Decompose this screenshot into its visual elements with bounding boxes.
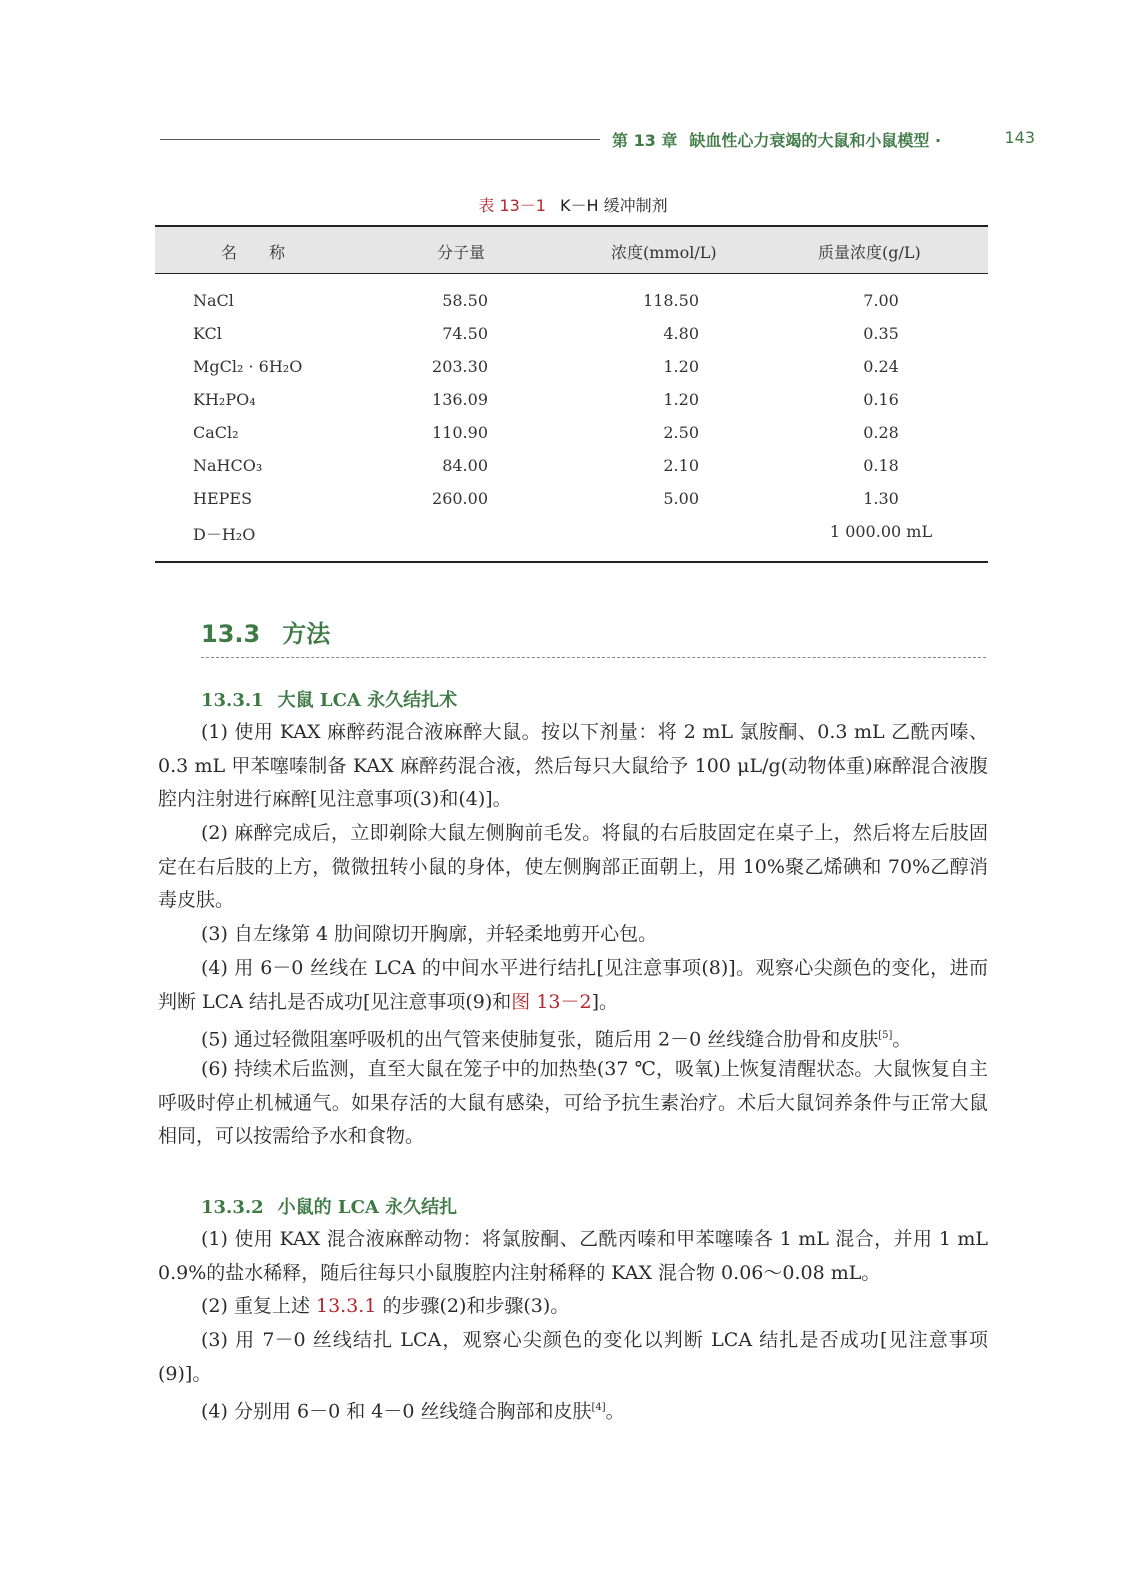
- cell-mw: 84.00: [442, 456, 488, 475]
- cell-mw: 58.50: [442, 291, 488, 310]
- cell-name: KCl: [193, 324, 222, 343]
- header-concentration: 浓度(mmol/L): [611, 243, 717, 262]
- paragraph-text: 的步骤(2)和步骤(3)。: [376, 1295, 570, 1317]
- paragraph: (3) 用 7－0 丝线结扎 LCA，观察心尖颜色的变化以判断 LCA 结扎是否成功[见注意事项(9)]。: [158, 1329, 988, 1385]
- table-bottom-rule: [155, 561, 988, 563]
- cell-mw: 110.90: [432, 423, 488, 442]
- buffer-table: [155, 225, 988, 563]
- paragraph: [158, 952, 988, 1019]
- cell-mass: 0.18: [863, 456, 899, 475]
- cell-name: HEPES: [193, 489, 253, 508]
- cell-mass: 0.16: [863, 390, 899, 409]
- paragraph-text: (5) 通过轻微阻塞呼吸机的出气管来使肺复张，随后用 2－0 丝线缝合肋骨和皮肤: [201, 1028, 879, 1051]
- table-header: [155, 227, 988, 273]
- subsection-number: 13.3.2: [201, 1197, 264, 1218]
- subsection-heading-mouse: [201, 1193, 457, 1219]
- cell-mass: 1.30: [863, 489, 899, 508]
- cell-name: NaHCO₃: [193, 456, 263, 475]
- cell-conc: 1.20: [663, 390, 699, 409]
- header-name: 名 称: [221, 243, 286, 262]
- paragraph: (2) 麻醉完成后，立即剃除大鼠左侧胸前毛发。将鼠的右后肢固定在桌子上，然后将左后肢固定在右后肢的上方，微微扭转小鼠的身体，使左侧胸部正面朝上，用 10%聚乙烯碘和 70%乙醇消毒皮肤。: [158, 822, 988, 911]
- paragraph-text: (4) 分别用 6－0 和 4－0 丝线缝合胸部和皮肤: [201, 1400, 592, 1423]
- table-caption-number: 表 13－1: [478, 196, 546, 215]
- paragraph-text: (4) 用 6－0 丝线在 LCA 的中间水平进行结扎[见注意事项(8)]。观察心尖颜色的变化，进而判断 LCA 结扎是否成功[见注意事项(9)和: [158, 957, 988, 1013]
- paragraph-text: ]。: [591, 990, 619, 1013]
- cell-conc: 118.50: [643, 291, 699, 310]
- cell-conc: 5.00: [663, 489, 699, 508]
- table-caption-title: K－H 缓冲制剂: [560, 196, 668, 215]
- paragraph-text: 。: [605, 1400, 625, 1423]
- table-row: [155, 318, 988, 351]
- cell-mass: 0.28: [863, 423, 899, 442]
- subsection-heading-rat: [201, 686, 457, 712]
- paragraph: (3) 自左缘第 4 肋间隙切开胸廓，并轻柔地剪开心包。: [201, 923, 658, 945]
- table-row: [155, 450, 988, 483]
- page-number: 143: [1004, 128, 1035, 147]
- subsection-title: 小鼠的 LCA 永久结扎: [277, 1197, 458, 1218]
- cell-mw: 74.50: [442, 324, 488, 343]
- subsection-number: 13.3.1: [201, 690, 264, 711]
- table-row: [155, 417, 988, 450]
- table-caption: [0, 193, 1146, 216]
- page-header: [160, 128, 1035, 152]
- header-dot: ·: [935, 131, 942, 150]
- paragraph: (6) 持续术后监测，直至大鼠在笼子中的加热垫(37 ℃，吸氧)上恢复清醒状态。大鼠恢复自主呼吸时停止机械通气。如果存活的大鼠有感染，可给予抗生素治疗。术后大鼠饲养条件与正常大鼠相同，可以按需给予水和食物。: [158, 1058, 988, 1147]
- table-row: [155, 483, 988, 516]
- cell-name: MgCl₂ · 6H₂O: [193, 357, 303, 376]
- header-rule: [160, 139, 600, 140]
- paragraph-text: (2) 重复上述: [201, 1295, 316, 1317]
- section-reference-link[interactable]: 13.3.1: [316, 1295, 377, 1317]
- cell-conc: 2.50: [663, 423, 699, 442]
- cell-name: KH₂PO₄: [193, 390, 256, 409]
- paragraph: [158, 1019, 988, 1057]
- cell-name: NaCl: [193, 291, 234, 310]
- table-row: [155, 516, 988, 549]
- section-number: 13.3: [201, 620, 261, 648]
- cell-mass: 0.35: [863, 324, 899, 343]
- section-title: 方法: [282, 620, 331, 648]
- table-row: [155, 351, 988, 384]
- chapter-title: 缺血性心力衰竭的大鼠和小鼠模型: [689, 131, 930, 150]
- cell-conc: 1.20: [663, 357, 699, 376]
- table-body: [155, 274, 988, 561]
- cell-conc: 4.80: [663, 324, 699, 343]
- paragraph: (1) 使用 KAX 麻醉药混合液麻醉大鼠。按以下剂量：将 2 mL 氯胺酮、0.3 mL 乙酰丙嗪、0.3 mL 甲苯噻嗪制备 KAX 麻醉药混合液，然后每只大鼠给予 100 μL/g(动物体重)麻醉混合液腹腔内注射进行麻醉[见注意事项(3)和(4)]。: [158, 721, 988, 810]
- paragraph: [158, 1290, 988, 1324]
- cell-mass: 7.00: [863, 291, 899, 310]
- cell-mw: 260.00: [432, 489, 488, 508]
- cell-name: D－H₂O: [193, 525, 256, 544]
- cell-name: CaCl₂: [193, 423, 239, 442]
- citation: [4]: [591, 1402, 606, 1413]
- chapter-label: 第 13 章: [612, 131, 678, 150]
- section-divider: [201, 657, 986, 658]
- cell-mw: 136.09: [432, 390, 488, 409]
- subsection-title: 大鼠 LCA 永久结扎术: [277, 690, 458, 711]
- cell-mass: 0.24: [863, 357, 899, 376]
- section-heading: [201, 614, 330, 649]
- paragraph-text: 。: [892, 1028, 912, 1051]
- figure-reference-link[interactable]: 图 13－2: [511, 990, 592, 1013]
- paragraph: [158, 1391, 988, 1429]
- header-mass-concentration: 质量浓度(g/L): [818, 243, 921, 262]
- table-row: [155, 384, 988, 417]
- header-molecular-weight: 分子量: [437, 243, 486, 262]
- cell-mw: 203.30: [432, 357, 488, 376]
- cell-mass: 1 000.00 mL: [829, 522, 933, 541]
- paragraph: (1) 使用 KAX 混合液麻醉动物：将氯胺酮、乙酰丙嗪和甲苯噻嗪各 1 mL 混合，并用 1 mL 0.9%的盐水稀释，随后往每只小鼠腹腔内注射稀释的 KAX 混合物 0.06～0.08 mL。: [158, 1228, 988, 1284]
- cell-conc: 2.10: [663, 456, 699, 475]
- table-row: [155, 285, 988, 318]
- citation: [5]: [878, 1030, 893, 1041]
- running-head: [612, 128, 941, 151]
